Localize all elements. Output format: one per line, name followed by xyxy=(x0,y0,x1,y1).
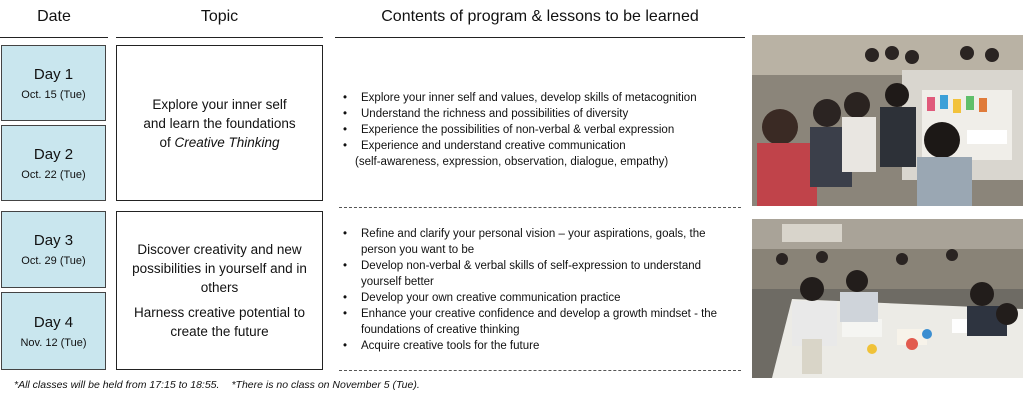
footer-note: *There is no class on November 5 (Tue). xyxy=(231,379,420,391)
header-topic: Topic xyxy=(200,8,239,25)
day-box-3 xyxy=(1,211,106,288)
header-rule xyxy=(116,37,323,38)
list-item: • Develop non-verbal & verbal skills of self-expression to understand yourself better xyxy=(339,258,734,290)
day-box-2 xyxy=(1,125,106,201)
topic-paragraph: Harness creative potential to create the future xyxy=(133,305,306,339)
contents-block-2 xyxy=(339,226,734,354)
list-note: (self-awareness, expression, observation, dialogue, empathy) xyxy=(355,156,669,168)
list-item: • Experience and understand creative communication xyxy=(339,138,739,154)
day-date: Oct. 29 (Tue) xyxy=(21,255,86,267)
list-item: • Experience the possibilities of non-verbal & verbal expression xyxy=(339,122,739,138)
topic-box-2 xyxy=(116,211,323,370)
topic-emphasis: Creative Thinking xyxy=(174,134,280,150)
header-contents: Contents of program & lessons to be learned xyxy=(381,8,699,25)
header-rule xyxy=(0,37,108,38)
lessons-list xyxy=(339,226,734,354)
footer-notes xyxy=(14,379,420,391)
day-label: Day 2 xyxy=(33,145,74,163)
contents-block-1 xyxy=(339,90,739,170)
section-divider xyxy=(339,207,741,208)
workshop-photo-2 xyxy=(752,219,1023,378)
day-label: Day 1 xyxy=(33,65,74,83)
day-date: Oct. 15 (Tue) xyxy=(21,88,86,101)
day-label: Day 4 xyxy=(33,313,74,331)
list-item: • Explore your inner self and values, develop skills of metacognition xyxy=(339,90,739,106)
header-date: Date xyxy=(37,8,71,25)
day-box-4 xyxy=(1,292,106,370)
topic-box-1 xyxy=(116,45,323,201)
topic-paragraph: Discover creativity and new possibilities in yourself and in others xyxy=(132,242,307,295)
section-divider xyxy=(339,370,741,371)
topic-line: and learn the foundations xyxy=(143,115,296,131)
day-label: Day 3 xyxy=(33,232,74,249)
list-item: • Enhance your creative confidence and develop a growth mindset - the foundations of creative thinking xyxy=(339,306,734,338)
topic-line: Explore your inner self xyxy=(152,96,287,112)
photo-illustration xyxy=(752,219,1023,378)
list-item: • Understand the richness and possibilities of diversity xyxy=(339,106,739,122)
workshop-photo-1 xyxy=(752,35,1023,206)
topic-line xyxy=(159,133,279,152)
photo-illustration xyxy=(752,35,1023,206)
day-date: Oct. 22 (Tue) xyxy=(21,168,86,181)
day-date: Nov. 12 (Tue) xyxy=(20,336,87,349)
day-box-1 xyxy=(1,45,106,121)
topic-line-prefix: of xyxy=(159,134,175,150)
list-item: • Refine and clarify your personal vision – your aspirations, goals, the person you want to be xyxy=(339,226,734,258)
header-rule xyxy=(335,37,745,38)
footer-note: *All classes will be held from 17:15 to 18:55. xyxy=(14,379,220,391)
lessons-list xyxy=(339,90,739,154)
list-item: • Acquire creative tools for the future xyxy=(339,338,734,354)
list-item: • Develop your own creative communication practice xyxy=(339,290,734,306)
